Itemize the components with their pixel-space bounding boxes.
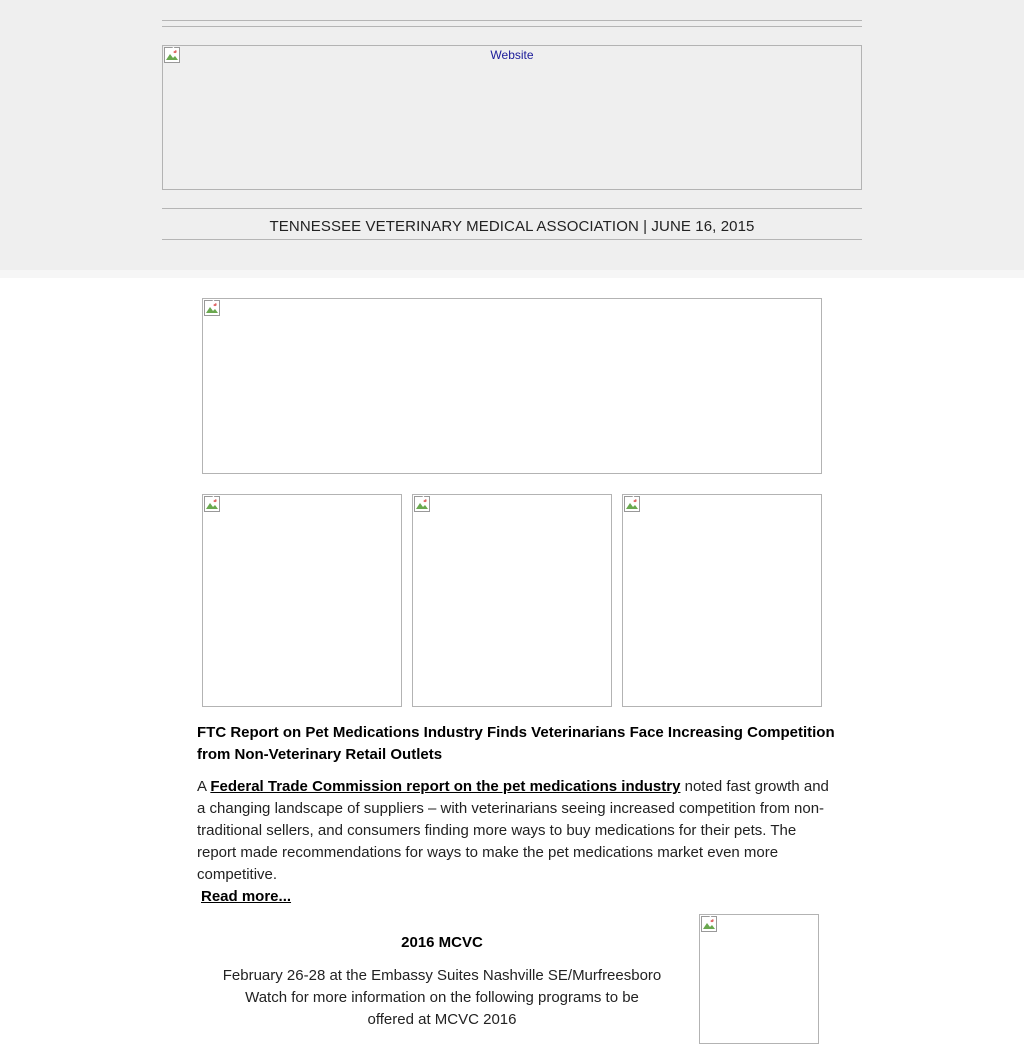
feature-image-3[interactable] bbox=[622, 494, 822, 707]
read-more-link[interactable]: Read more... bbox=[201, 888, 292, 905]
dateline-divider-bottom bbox=[162, 239, 862, 240]
broken-image-icon bbox=[204, 496, 220, 512]
broken-image-icon bbox=[204, 300, 220, 316]
newsletter-dateline: TENNESSEE VETERINARY MEDICAL ASSOCIATION | JUNE 16, 2015 bbox=[269, 218, 755, 235]
mcvc-image[interactable] bbox=[699, 914, 819, 1044]
dateline-divider-top bbox=[162, 208, 862, 209]
broken-image-icon bbox=[701, 916, 717, 932]
broken-image-icon bbox=[624, 496, 640, 512]
article-headline: FTC Report on Pet Medications Industry Finds Veterinarians Face Increasing Competition from Non-Veterinary Retail Outlets bbox=[197, 724, 835, 763]
feature-image-2[interactable] bbox=[412, 494, 612, 707]
feature-image-1[interactable] bbox=[202, 494, 402, 707]
header-band-edge bbox=[0, 270, 1024, 278]
mcvc-dates-location: February 26-28 at the Embassy Suites Nashville SE/Murfreesboro bbox=[222, 967, 662, 984]
mcvc-title: 2016 MCVC bbox=[401, 934, 483, 951]
article-intro-prefix: A bbox=[197, 778, 211, 795]
article-body-text: noted fast growth and a changing landscape of suppliers – with veterinarians seeing increased competition from non-traditional sellers, and consumers finding more ways to buy medications for their pets. The report made recommendations for ways to make the pet medications market even more competitive. bbox=[197, 778, 829, 883]
mcvc-details bbox=[222, 965, 662, 1031]
mcvc-programs-note: Watch for more information on the following programs to be offered at MCVC 2016 bbox=[245, 989, 639, 1028]
header-divider-top-1 bbox=[162, 20, 862, 21]
ftc-report-link[interactable]: Federal Trade Commission report on the pet medications industry bbox=[210, 778, 681, 795]
header-divider-top-2 bbox=[162, 26, 862, 27]
website-logo-alt: Website bbox=[490, 48, 534, 62]
website-logo-image[interactable] bbox=[162, 45, 862, 190]
article-body bbox=[197, 776, 837, 908]
broken-image-icon bbox=[414, 496, 430, 512]
banner-image[interactable] bbox=[202, 298, 822, 474]
